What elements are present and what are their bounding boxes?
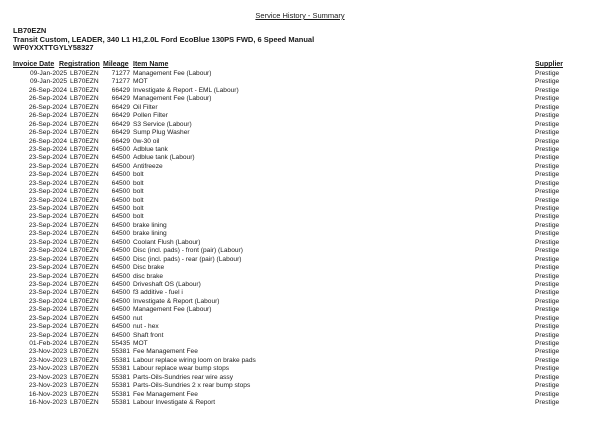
supplier-cell: Prestige — [535, 238, 560, 246]
vehicle-vin: WF0YXXTTGYLY58327 — [13, 43, 94, 53]
item-name-cell: f3 additive - fuel i — [133, 289, 183, 297]
mileage-cell: 55381 — [111, 390, 130, 398]
vehicle-description: Transit Custom, LEADER, 340 L1 H1,2.0L Ford EcoBlue 130PS FWD, 6 Speed Manual — [13, 34, 315, 44]
mileage-cell: 55381 — [111, 348, 130, 356]
item-name-cell: Disc (incl. pads) - rear (pair) (Labour) — [133, 255, 242, 263]
mileage-cell: 64500 — [111, 221, 130, 229]
item-name-cell: Fee Management Fee — [133, 390, 198, 398]
invoice-date-cell: 26-Sep-2024 — [28, 112, 67, 120]
table-row — [0, 374, 600, 382]
invoice-date-cell: 23-Sep-2024 — [28, 213, 67, 221]
supplier-cell: Prestige — [535, 340, 560, 347]
invoice-date-cell: 23-Sep-2024 — [28, 331, 67, 339]
table-row — [0, 247, 600, 255]
mileage-cell: 55381 — [111, 373, 130, 381]
table-row — [0, 129, 600, 137]
invoice-date-cell: 23-Sep-2024 — [28, 264, 67, 272]
table-row — [0, 332, 600, 340]
supplier-cell: Prestige — [535, 162, 560, 170]
mileage-cell: 64500 — [111, 297, 130, 305]
table-row — [0, 205, 600, 213]
mileage-cell: 64500 — [111, 280, 130, 288]
supplier-cell: Prestige — [535, 145, 560, 153]
registration-cell: LB70EZN — [70, 221, 99, 229]
registration-cell: LB70EZN — [70, 348, 99, 356]
mileage-cell: 55435 — [111, 340, 130, 347]
invoice-date-cell: 16-Nov-2023 — [28, 399, 67, 407]
mileage-cell: 64500 — [111, 196, 130, 204]
table-row — [0, 180, 600, 188]
vehicle-registration: LB70EZN — [13, 26, 47, 35]
invoice-date-cell: 09-Jan-2025 — [29, 78, 67, 86]
table-row — [0, 197, 600, 205]
mileage-cell: 64500 — [111, 255, 130, 263]
supplier-cell: Prestige — [535, 179, 560, 187]
registration-cell: LB70EZN — [70, 230, 99, 238]
invoice-date-cell: 23-Sep-2024 — [28, 221, 67, 229]
mileage-cell: 64500 — [111, 179, 130, 187]
registration-cell: LB70EZN — [70, 272, 99, 280]
supplier-cell: Prestige — [535, 323, 560, 331]
invoice-date-cell: 23-Sep-2024 — [28, 154, 67, 162]
invoice-date-cell: 23-Sep-2024 — [28, 179, 67, 187]
supplier-cell: Prestige — [535, 272, 560, 280]
registration-cell: LB70EZN — [70, 247, 99, 255]
supplier-cell: Prestige — [535, 78, 560, 86]
registration-cell: LB70EZN — [70, 112, 99, 120]
supplier-cell: Prestige — [535, 306, 560, 314]
invoice-date-cell: 23-Nov-2023 — [28, 373, 67, 381]
table-row — [0, 121, 600, 129]
supplier-cell: Prestige — [535, 382, 560, 390]
mileage-cell: 64500 — [111, 264, 130, 272]
mileage-cell: 55381 — [111, 365, 130, 373]
mileage-cell: 55381 — [111, 399, 130, 407]
supplier-cell: Prestige — [535, 280, 560, 288]
item-name-cell: nut — [133, 314, 143, 322]
column-header-mileage: Mileage — [103, 61, 129, 68]
mileage-cell: 64500 — [111, 289, 130, 297]
column-header-item-name: Item Name — [133, 61, 169, 68]
item-name-cell: Management Fee (Labour) — [133, 306, 212, 314]
invoice-date-cell: 23-Sep-2024 — [28, 306, 67, 314]
registration-cell: LB70EZN — [70, 255, 99, 263]
item-name-cell: Disc (incl. pads) - front (pair) (Labour) — [133, 247, 243, 255]
mileage-cell: 64500 — [111, 171, 130, 179]
supplier-cell: Prestige — [535, 171, 560, 179]
mileage-cell: 64500 — [111, 162, 130, 170]
invoice-date-cell: 23-Sep-2024 — [28, 230, 67, 238]
item-name-cell: Adblue tank — [133, 145, 168, 153]
mileage-cell: 64500 — [111, 272, 130, 280]
table-row — [0, 188, 600, 196]
invoice-date-cell: 23-Sep-2024 — [28, 196, 67, 204]
invoice-date-cell: 26-Sep-2024 — [28, 103, 67, 111]
registration-cell: LB70EZN — [70, 179, 99, 187]
item-name-cell: Pollen Filter — [133, 112, 168, 120]
registration-cell: LB70EZN — [70, 289, 99, 297]
mileage-cell: 66429 — [111, 112, 130, 120]
invoice-date-cell: 23-Sep-2024 — [28, 272, 67, 280]
invoice-date-cell: 23-Sep-2024 — [28, 247, 67, 255]
registration-cell: LB70EZN — [70, 86, 99, 94]
service-history-table — [0, 70, 600, 408]
invoice-date-cell: 23-Sep-2024 — [28, 280, 67, 288]
invoice-date-cell: 09-Jan-2025 — [29, 70, 67, 77]
item-name-cell: bolt — [133, 188, 144, 196]
mileage-cell: 55381 — [111, 382, 130, 390]
item-name-cell: bolt — [133, 196, 144, 204]
item-name-cell: Fee Management Fee — [133, 348, 198, 356]
table-row — [0, 95, 600, 103]
supplier-cell: Prestige — [535, 297, 560, 305]
invoice-date-cell: 23-Sep-2024 — [28, 297, 67, 305]
item-name-cell: Parts-Oils-Sundries 2 x rear bump stops — [133, 382, 251, 390]
mileage-cell: 64500 — [111, 154, 130, 162]
invoice-date-cell: 26-Sep-2024 — [28, 86, 67, 94]
mileage-cell: 66429 — [111, 95, 130, 103]
mileage-cell: 64500 — [111, 331, 130, 339]
table-row — [0, 365, 600, 373]
column-header-invoice-date: Invoice Date — [13, 61, 55, 68]
invoice-date-cell: 23-Sep-2024 — [28, 314, 67, 322]
table-row — [0, 281, 600, 289]
mileage-cell: 66429 — [111, 86, 130, 94]
item-name-cell: Labour replace wiring loom on brake pads — [133, 356, 256, 364]
registration-cell: LB70EZN — [70, 145, 99, 153]
table-row — [0, 163, 600, 171]
registration-cell: LB70EZN — [70, 154, 99, 162]
mileage-cell: 64500 — [111, 247, 130, 255]
registration-cell: LB70EZN — [70, 196, 99, 204]
mileage-cell: 64500 — [111, 145, 130, 153]
item-name-cell: Shaft front — [133, 331, 164, 339]
item-name-cell: Investigate & Report (Labour) — [133, 297, 220, 305]
registration-cell: LB70EZN — [70, 264, 99, 272]
item-name-cell: Labour Investigate & Report — [133, 399, 216, 407]
item-name-cell: bolt — [133, 179, 144, 187]
supplier-cell: Prestige — [535, 348, 560, 356]
registration-cell: LB70EZN — [70, 340, 99, 347]
invoice-date-cell: 23-Sep-2024 — [28, 289, 67, 297]
item-name-cell: MOT — [133, 340, 148, 347]
supplier-cell: Prestige — [535, 137, 560, 145]
registration-cell: LB70EZN — [70, 314, 99, 322]
item-name-cell: MOT — [133, 78, 148, 86]
invoice-date-cell: 26-Sep-2024 — [28, 137, 67, 145]
invoice-date-cell: 23-Sep-2024 — [28, 205, 67, 212]
registration-cell: LB70EZN — [70, 280, 99, 288]
item-name-cell: Management Fee (Labour) — [133, 95, 212, 103]
registration-cell: LB70EZN — [70, 188, 99, 196]
item-name-cell: brake lining — [133, 230, 167, 238]
table-row — [0, 78, 600, 86]
registration-cell: LB70EZN — [70, 205, 99, 212]
table-row — [0, 399, 600, 407]
invoice-date-cell: 23-Nov-2023 — [28, 348, 67, 356]
invoice-date-cell: 23-Nov-2023 — [28, 365, 67, 373]
registration-cell: LB70EZN — [70, 331, 99, 339]
table-row — [0, 70, 600, 78]
registration-cell: LB70EZN — [70, 129, 99, 137]
supplier-cell: Prestige — [535, 365, 560, 373]
table-row — [0, 256, 600, 264]
supplier-cell: Prestige — [535, 399, 560, 407]
supplier-cell: Prestige — [535, 390, 560, 398]
supplier-cell: Prestige — [535, 314, 560, 322]
table-row — [0, 323, 600, 331]
table-row — [0, 239, 600, 247]
item-name-cell: Adblue tank (Labour) — [133, 154, 195, 162]
supplier-cell: Prestige — [535, 230, 560, 238]
registration-cell: LB70EZN — [70, 238, 99, 246]
table-row — [0, 104, 600, 112]
item-name-cell: Sump Plug Washer — [133, 129, 190, 137]
invoice-date-cell: 26-Sep-2024 — [28, 95, 67, 103]
invoice-date-cell: 23-Sep-2024 — [28, 255, 67, 263]
table-row — [0, 230, 600, 238]
mileage-cell: 71277 — [111, 78, 130, 86]
item-name-cell: 0w-30 oil — [133, 137, 160, 145]
item-name-cell: Disc brake — [133, 264, 165, 272]
table-row — [0, 315, 600, 323]
item-name-cell: Investigate & Report - EML (Labour) — [133, 86, 239, 94]
table-row — [0, 348, 600, 356]
supplier-cell: Prestige — [535, 221, 560, 229]
supplier-cell: Prestige — [535, 255, 560, 263]
supplier-cell: Prestige — [535, 264, 560, 272]
mileage-cell: 55381 — [111, 356, 130, 364]
mileage-cell: 71277 — [111, 70, 130, 77]
registration-cell: LB70EZN — [70, 323, 99, 331]
supplier-cell: Prestige — [535, 120, 560, 128]
mileage-cell: 66429 — [111, 103, 130, 111]
table-row — [0, 171, 600, 179]
item-name-cell: Parts-Oils-Sundries rear wire assy — [133, 373, 234, 381]
item-name-cell: bolt — [133, 213, 144, 221]
invoice-date-cell: 23-Sep-2024 — [28, 171, 67, 179]
mileage-cell: 66429 — [111, 120, 130, 128]
registration-cell: LB70EZN — [70, 137, 99, 145]
registration-cell: LB70EZN — [70, 120, 99, 128]
supplier-cell: Prestige — [535, 196, 560, 204]
supplier-cell: Prestige — [535, 356, 560, 364]
invoice-date-cell: 23-Nov-2023 — [28, 382, 67, 390]
table-row — [0, 298, 600, 306]
registration-cell: LB70EZN — [70, 373, 99, 381]
invoice-date-cell: 01-Feb-2024 — [29, 340, 67, 347]
mileage-cell: 64500 — [111, 230, 130, 238]
table-row — [0, 146, 600, 154]
table-row — [0, 273, 600, 281]
registration-cell: LB70EZN — [70, 382, 99, 390]
supplier-cell: Prestige — [535, 103, 560, 111]
item-name-cell: bolt — [133, 171, 144, 179]
registration-cell: LB70EZN — [70, 78, 99, 86]
table-row — [0, 213, 600, 221]
supplier-cell: Prestige — [535, 86, 560, 94]
mileage-cell: 66429 — [111, 129, 130, 137]
item-name-cell: Driveshaft OS (Labour) — [133, 280, 201, 288]
supplier-cell: Prestige — [535, 70, 560, 77]
supplier-cell: Prestige — [535, 112, 560, 120]
table-row — [0, 382, 600, 390]
mileage-cell: 64500 — [111, 205, 130, 212]
supplier-cell: Prestige — [535, 247, 560, 255]
table-row — [0, 87, 600, 95]
item-name-cell: nut - hex — [133, 323, 159, 331]
item-name-cell: Oil Filter — [133, 103, 158, 111]
registration-cell: LB70EZN — [70, 399, 99, 407]
column-header-supplier: Supplier — [535, 61, 564, 68]
invoice-date-cell: 26-Sep-2024 — [28, 129, 67, 137]
mileage-cell: 64500 — [111, 306, 130, 314]
table-row — [0, 264, 600, 272]
table-row — [0, 357, 600, 365]
table-row — [0, 154, 600, 162]
table-row — [0, 138, 600, 146]
table-row — [0, 289, 600, 297]
mileage-cell: 66429 — [111, 137, 130, 145]
registration-cell: LB70EZN — [70, 356, 99, 364]
column-header-registration: Registration — [59, 61, 100, 68]
registration-cell: LB70EZN — [70, 95, 99, 103]
invoice-date-cell: 23-Sep-2024 — [28, 162, 67, 170]
item-name-cell: Labour replace wear bump stops — [133, 365, 230, 373]
registration-cell: LB70EZN — [70, 103, 99, 111]
supplier-cell: Prestige — [535, 213, 560, 221]
item-name-cell: Coolant Flush (Labour) — [133, 238, 201, 246]
item-name-cell: Management Fee (Labour) — [133, 70, 212, 77]
mileage-cell: 64500 — [111, 314, 130, 322]
registration-cell: LB70EZN — [70, 171, 99, 179]
item-name-cell: Antifreeze — [133, 162, 163, 170]
table-row — [0, 306, 600, 314]
invoice-date-cell: 16-Nov-2023 — [28, 390, 67, 398]
registration-cell: LB70EZN — [70, 70, 99, 77]
item-name-cell: S3 Service (Labour) — [133, 120, 192, 128]
registration-cell: LB70EZN — [70, 297, 99, 305]
page-title: Service History - Summary — [255, 11, 345, 20]
supplier-cell: Prestige — [535, 129, 560, 137]
invoice-date-cell: 26-Sep-2024 — [28, 120, 67, 128]
table-row — [0, 222, 600, 230]
table-row — [0, 112, 600, 120]
registration-cell: LB70EZN — [70, 162, 99, 170]
item-name-cell: disc brake — [133, 272, 164, 280]
registration-cell: LB70EZN — [70, 213, 99, 221]
supplier-cell: Prestige — [535, 331, 560, 339]
supplier-cell: Prestige — [535, 154, 560, 162]
invoice-date-cell: 23-Sep-2024 — [28, 188, 67, 196]
mileage-cell: 64500 — [111, 213, 130, 221]
registration-cell: LB70EZN — [70, 306, 99, 314]
supplier-cell: Prestige — [535, 289, 560, 297]
supplier-cell: Prestige — [535, 373, 560, 381]
mileage-cell: 64500 — [111, 238, 130, 246]
invoice-date-cell: 23-Sep-2024 — [28, 238, 67, 246]
table-row — [0, 340, 600, 348]
registration-cell: LB70EZN — [70, 365, 99, 373]
invoice-date-cell: 23-Sep-2024 — [28, 323, 67, 331]
supplier-cell: Prestige — [535, 188, 560, 196]
mileage-cell: 64500 — [111, 323, 130, 331]
supplier-cell: Prestige — [535, 95, 560, 103]
vehicle-details — [13, 27, 314, 53]
item-name-cell: bolt — [133, 205, 144, 212]
invoice-date-cell: 23-Sep-2024 — [28, 145, 67, 153]
item-name-cell: brake lining — [133, 221, 167, 229]
supplier-cell: Prestige — [535, 205, 560, 212]
invoice-date-cell: 23-Nov-2023 — [28, 356, 67, 364]
registration-cell: LB70EZN — [70, 390, 99, 398]
table-row — [0, 391, 600, 399]
mileage-cell: 64500 — [111, 188, 130, 196]
